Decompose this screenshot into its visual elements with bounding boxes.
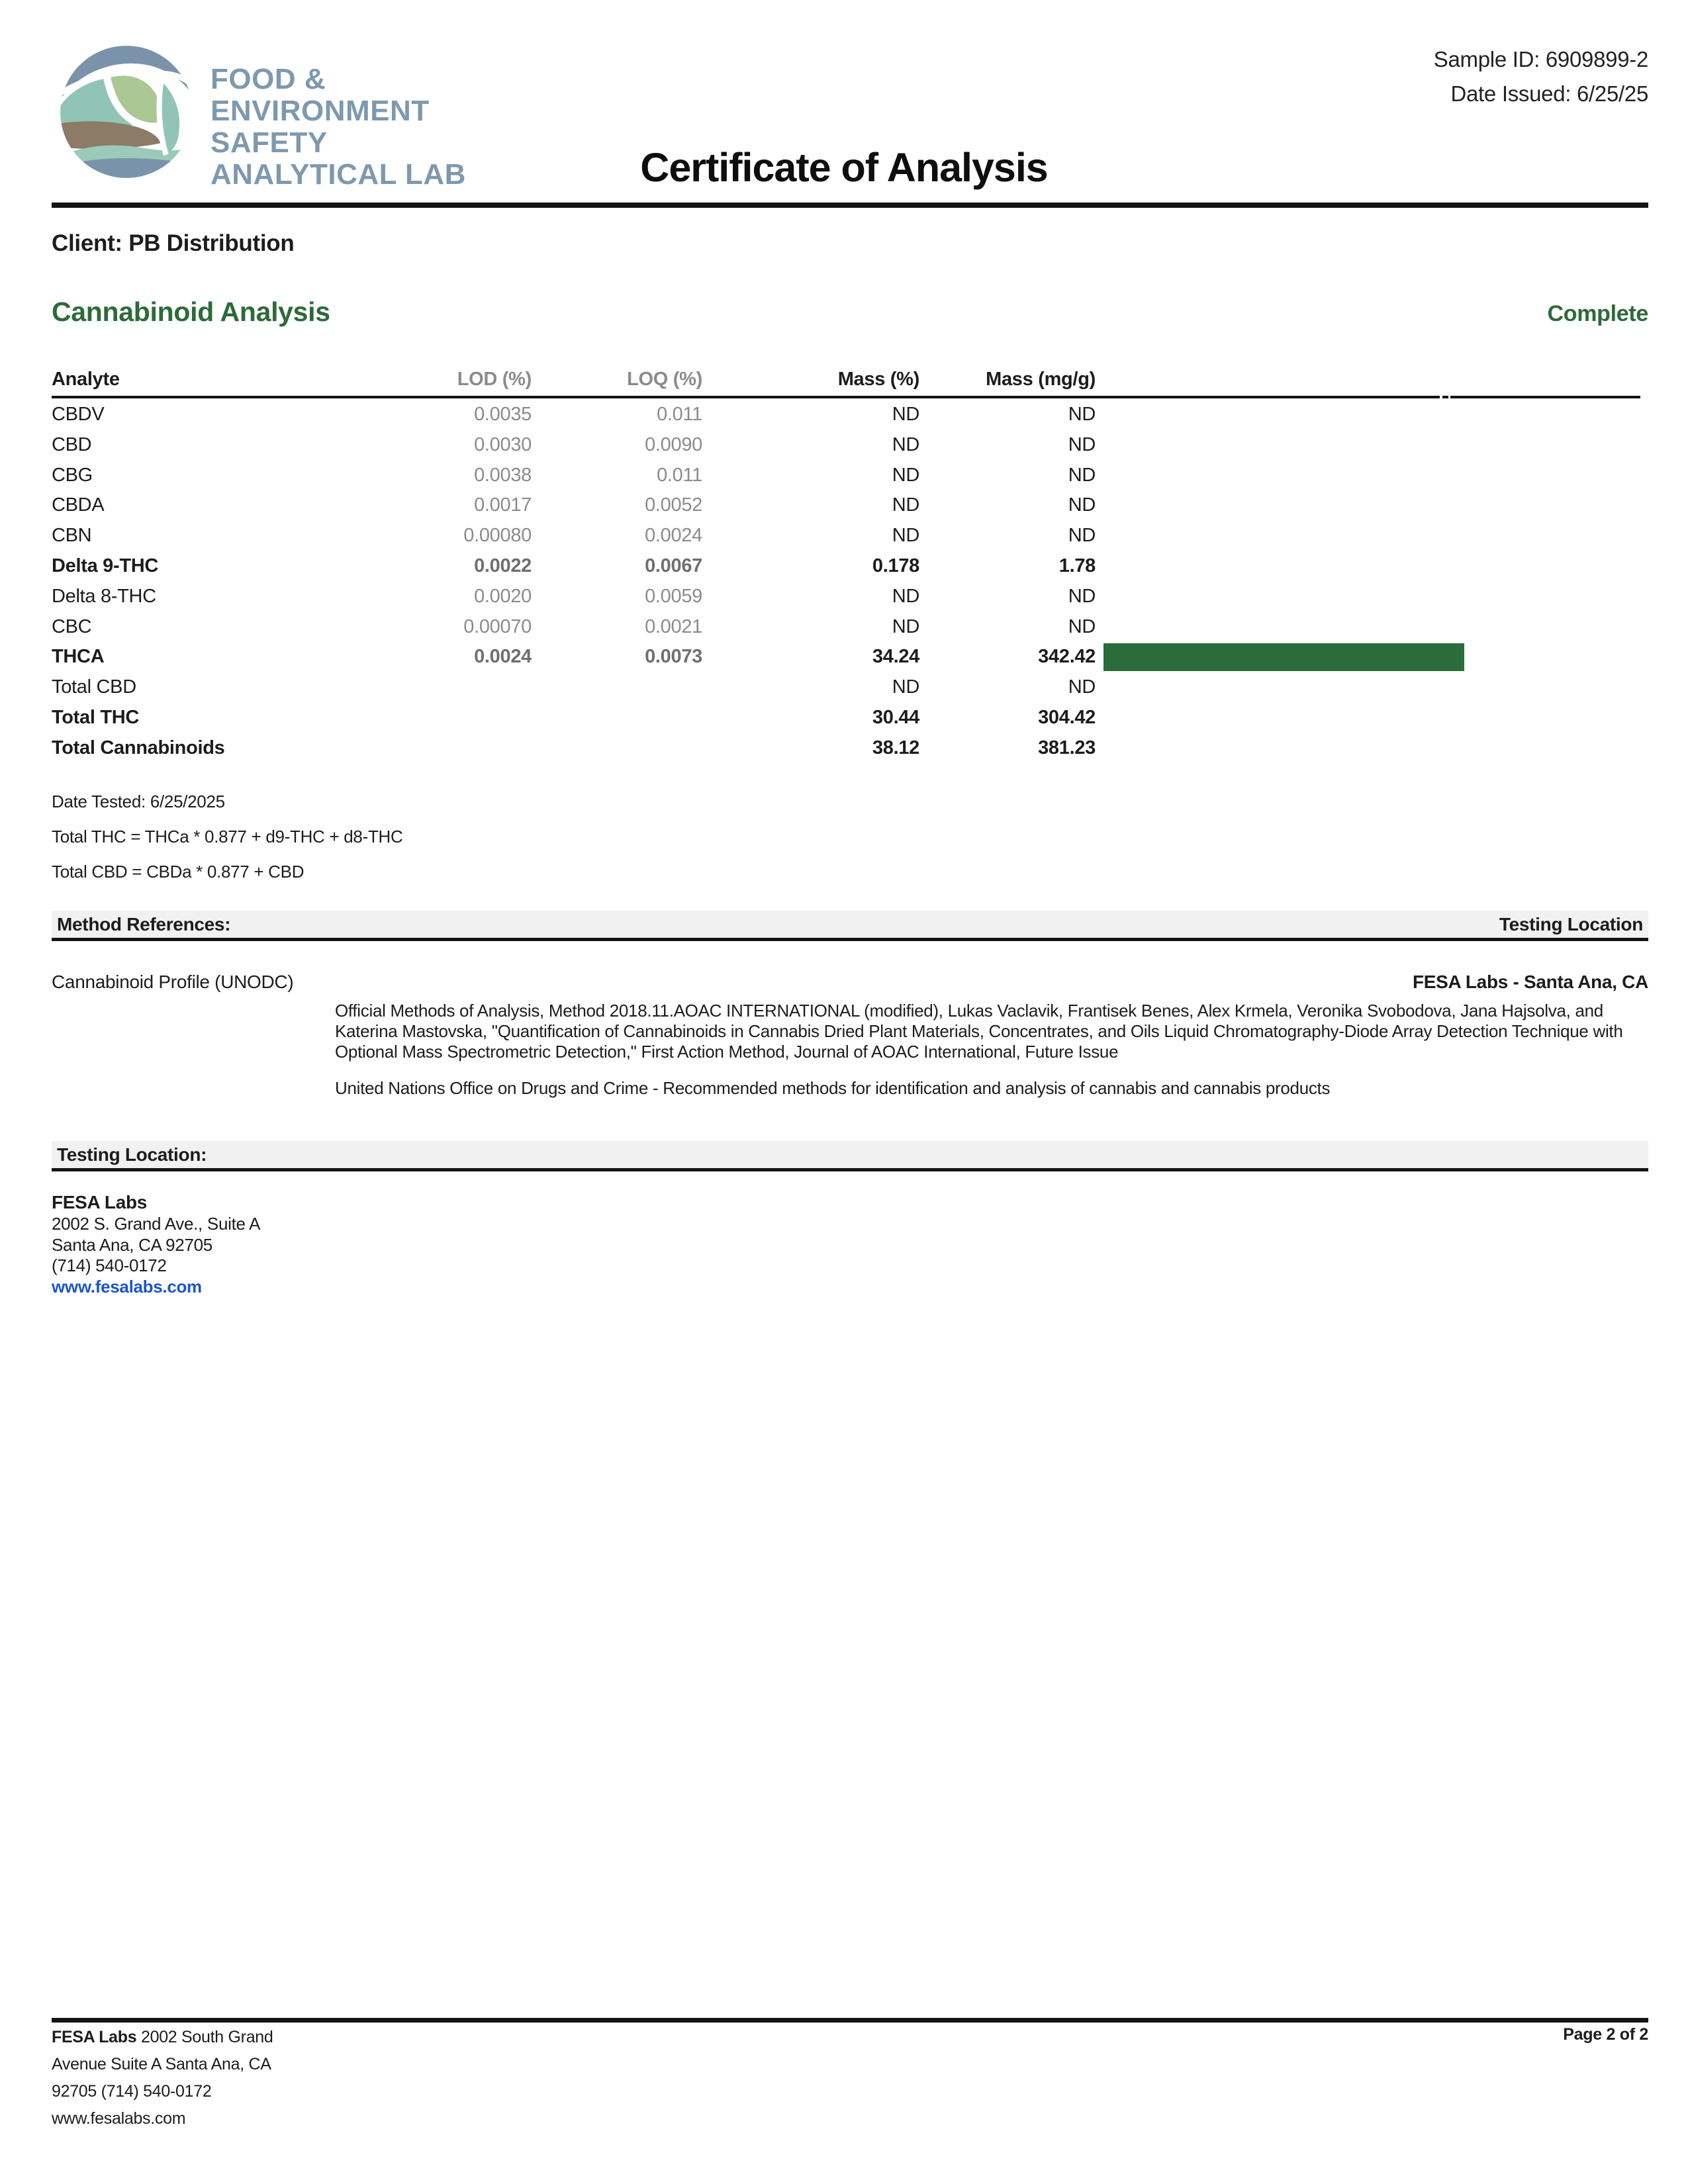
analyte-name: THCA: [52, 646, 105, 668]
mass-mgg-value: 381.23: [1038, 737, 1096, 758]
date-tested-note: Date Tested: 6/25/2025: [52, 792, 225, 811]
lod-value: 0.0017: [474, 494, 532, 516]
analyte-name: Total Cannabinoids: [52, 737, 225, 758]
loq-value: 0.0090: [645, 433, 702, 455]
lod-value: [422, 733, 532, 764]
logo-wordmark-line: FOOD &: [211, 63, 326, 95]
lab-address-line1: 2002 S. Grand Ave., Suite A: [52, 1214, 261, 1234]
bar-cell: [1096, 582, 1648, 612]
mass-mgg-value: ND: [1068, 464, 1096, 486]
table-row-cbd: [52, 430, 1648, 461]
table-row-delta-9-thc: [52, 551, 1648, 582]
method-testing-location-value: FESA Labs - Santa Ana, CA: [1412, 972, 1648, 992]
analysis-notes: [52, 792, 402, 897]
method-reference-unodc: United Nations Office on Drugs and Crime - Recommended methods for identification and analysis of cannabis and cannabis products: [335, 1078, 1331, 1098]
method-profile-label: Cannabinoid Profile (UNODC): [52, 972, 294, 992]
header-divider: [52, 203, 1648, 208]
cannabinoid-table: [52, 357, 1648, 758]
method-references-label: Method References:: [57, 913, 231, 934]
footer-divider: [52, 2018, 1648, 2023]
footer-address: [52, 2024, 273, 2132]
mass-mgg-value: 342.42: [1038, 646, 1096, 668]
lod-value: 0.00080: [463, 525, 532, 547]
table-row-cbc: [52, 612, 1648, 643]
col-header-lod: LOD (%): [457, 369, 532, 390]
mass-pct-value: 30.44: [872, 706, 919, 728]
analyte-name: Total THC: [52, 706, 140, 728]
loq-value: [532, 672, 702, 703]
cannabinoid-table-body: [52, 400, 1648, 764]
col-header-analyte: Analyte: [52, 369, 120, 390]
loq-value: 0.0059: [645, 585, 702, 607]
loq-value: 0.011: [657, 464, 702, 486]
page-title: Certificate of Analysis: [640, 145, 1048, 190]
section-header: [52, 296, 1648, 328]
mass-pct-value: ND: [892, 676, 919, 698]
mass-mgg-value: ND: [1068, 615, 1096, 637]
bar-cell: [1096, 612, 1648, 643]
total-cbd-formula: Total CBD = CBDa * 0.877 + CBD: [52, 862, 305, 882]
bar-cell: [1096, 430, 1648, 461]
thca-mass-bar: [1103, 643, 1464, 671]
lab-address-line2: Santa Ana, CA 92705: [52, 1234, 212, 1255]
method-reference-aoac: Official Methods of Analysis, Method 2018.11.AOAC INTERNATIONAL (modified), Lukas Vaclavik, Frantisek Benes, Alex Krmela, Veronika Svobodova, Jana Hajsolva, and Katerina Mastovska, "Quantification of Cannabinoids in Cannabis Dried Plant Materials, Concentrates, and Oils Liquid Chromatography-Diode Array Detection Technique with Optional Mass Spectrometric Detection," First Action Method, Journal of AOAC International, Future Issue: [335, 1001, 1623, 1062]
testing-location-label: Testing Location:: [57, 1144, 207, 1165]
table-row-total-thc: [52, 703, 1648, 733]
client-line: Client: PB Distribution: [52, 230, 295, 256]
mass-pct-value: ND: [892, 615, 919, 637]
analyte-name: CBD: [52, 433, 92, 455]
mass-mgg-value: ND: [1068, 494, 1096, 516]
table-row-cbda: [52, 490, 1648, 521]
mass-pct-value: 34.24: [872, 646, 919, 668]
mass-pct-value: ND: [892, 464, 919, 486]
method-references-band: [52, 911, 1648, 941]
mass-mgg-value: ND: [1068, 676, 1096, 698]
bar-cell: [1096, 703, 1648, 733]
table-header-underline-right: [1450, 396, 1640, 398]
logo-wordmark-line: SAFETY: [211, 126, 328, 159]
bar-cell: [1096, 521, 1648, 551]
bar-cell: [1096, 461, 1648, 491]
logo-wordmark-line: ENVIRONMENT: [211, 95, 430, 127]
table-header-row: [52, 357, 1648, 394]
page-number: Page 2 of 2: [1563, 2025, 1648, 2044]
lod-value: [422, 672, 532, 703]
table-row-thca: [52, 642, 1648, 672]
lod-value: 0.0022: [474, 555, 532, 576]
testing-location-address: [52, 1191, 260, 1297]
table-header-underline-dash: [1442, 396, 1448, 398]
table-row-cbdv: [52, 400, 1648, 430]
lod-value: 0.0035: [474, 404, 532, 425]
table-row-cbn: [52, 521, 1648, 551]
lod-value: 0.00070: [463, 615, 532, 637]
sample-info: [1434, 42, 1648, 111]
loq-value: 0.011: [657, 404, 702, 425]
col-header-mass-mgg: Mass (mg/g): [986, 369, 1096, 390]
loq-value: 0.0067: [645, 555, 702, 576]
section-status-badge: Complete: [1547, 301, 1648, 326]
analyte-name: Total CBD: [52, 676, 136, 698]
lod-value: 0.0038: [474, 464, 532, 486]
lod-value: 0.0024: [474, 646, 532, 668]
testing-location-column-label: Testing Location: [1499, 913, 1643, 934]
loq-value: 0.0073: [645, 646, 702, 668]
lab-phone: (714) 540-0172: [52, 1255, 167, 1275]
mass-pct-value: ND: [892, 404, 919, 425]
loq-value: [532, 733, 702, 764]
mass-pct-value: 38.12: [872, 737, 919, 758]
analyte-name: CBDA: [52, 494, 105, 516]
loq-value: 0.0052: [645, 494, 702, 516]
mass-pct-value: ND: [892, 494, 919, 516]
lab-name: FESA Labs: [52, 1192, 148, 1212]
footer-address-line1: 2002 South Grand: [136, 2028, 273, 2046]
loq-value: 0.0021: [645, 615, 702, 637]
mass-pct-value: ND: [892, 585, 919, 607]
bar-cell: [1096, 642, 1648, 672]
method-reference-text: [335, 1001, 1651, 1099]
mass-pct-value: 0.178: [872, 555, 919, 576]
footer-lab-name: FESA Labs: [52, 2028, 137, 2046]
mass-mgg-value: ND: [1068, 585, 1096, 607]
analyte-name: CBDV: [52, 404, 105, 425]
total-thc-formula: Total THC = THCa * 0.877 + d9-THC + d8-THC: [52, 827, 403, 846]
analyte-name: CBG: [52, 464, 93, 486]
footer-address-line3: 92705 (714) 540-0172: [52, 2082, 212, 2101]
footer-website: www.fesalabs.com: [52, 2109, 186, 2128]
analyte-name: CBC: [52, 615, 92, 637]
table-header-underline: [52, 396, 1440, 398]
mass-pct-value: ND: [892, 433, 919, 455]
analyte-name: Delta 9-THC: [52, 555, 159, 576]
col-header-loq: LOQ (%): [627, 369, 702, 390]
bar-cell: [1096, 490, 1648, 521]
col-header-mass-pct: Mass (%): [837, 369, 919, 390]
loq-value: 0.0024: [645, 525, 702, 547]
lod-value: [422, 703, 532, 733]
mass-mgg-value: ND: [1068, 525, 1096, 547]
mass-pct-value: ND: [892, 525, 919, 547]
testing-location-band: [52, 1141, 1648, 1171]
logo-wordmark-line: ANALYTICAL LAB: [211, 158, 466, 191]
bar-cell: [1096, 400, 1648, 430]
bar-cell: [1096, 672, 1648, 703]
mass-mgg-value: ND: [1068, 404, 1096, 425]
analyte-name: Delta 8-THC: [52, 585, 156, 607]
bar-cell: [1096, 551, 1648, 582]
lod-value: 0.0020: [474, 585, 532, 607]
table-row-total-cbd: [52, 672, 1648, 703]
loq-value: [532, 703, 702, 733]
mass-mgg-value: 304.42: [1038, 706, 1096, 728]
bar-cell: [1096, 733, 1648, 764]
table-row-cbg: [52, 461, 1648, 491]
mass-mgg-value: ND: [1068, 433, 1096, 455]
lod-value: 0.0030: [474, 433, 532, 455]
sample-id: Sample ID: 6909899-2: [1433, 47, 1648, 71]
date-issued: Date Issued: 6/25/25: [1450, 81, 1648, 106]
section-title: Cannabinoid Analysis: [52, 296, 330, 327]
mass-mgg-value: 1.78: [1058, 555, 1096, 576]
analyte-name: CBN: [52, 525, 92, 547]
table-row-delta-8-thc: [52, 582, 1648, 612]
footer-address-line2: Avenue Suite A Santa Ana, CA: [52, 2055, 271, 2073]
lab-website-link[interactable]: www.fesalabs.com: [52, 1276, 202, 1297]
table-row-total-cannabinoids: [52, 733, 1648, 764]
